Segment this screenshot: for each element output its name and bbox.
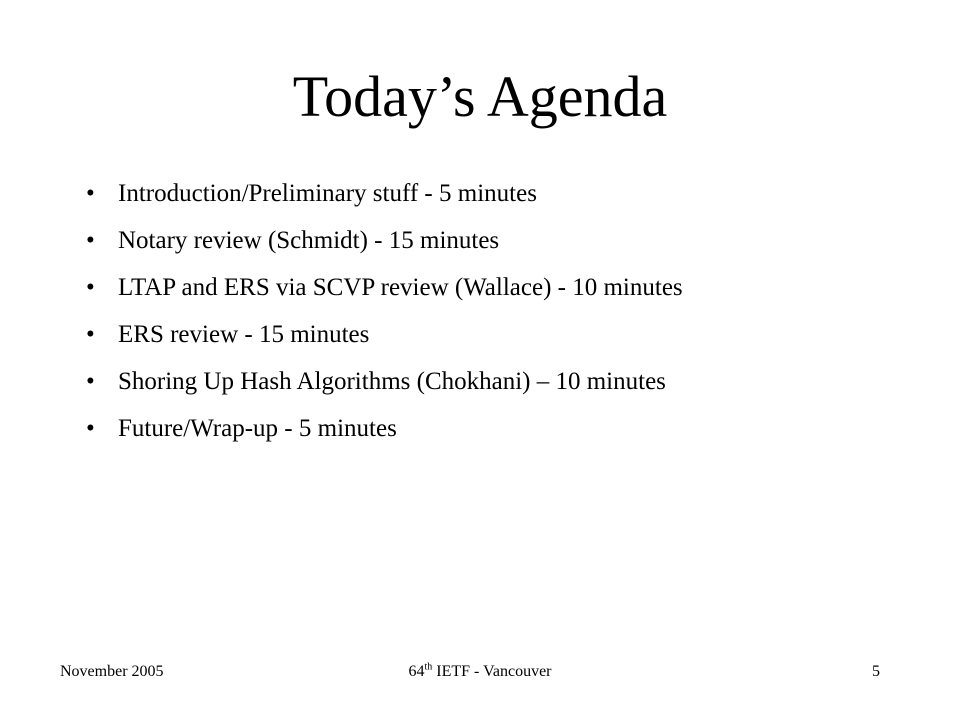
agenda-list bbox=[86, 170, 683, 452]
list-item bbox=[86, 170, 683, 217]
agenda-item-text: Future/Wrap-up - 5 minutes bbox=[118, 415, 397, 442]
bullet-icon: • bbox=[86, 227, 95, 254]
list-item bbox=[86, 264, 683, 311]
agenda-item-text: ERS review - 15 minutes bbox=[118, 321, 370, 348]
agenda-item-text: Introduction/Preliminary stuff - 5 minutes bbox=[118, 180, 537, 207]
list-item bbox=[86, 358, 683, 405]
agenda-item-text: LTAP and ERS via SCVP review (Wallace) - 10 minutes bbox=[118, 274, 683, 301]
bullet-icon: • bbox=[86, 415, 95, 442]
footer-date: November 2005 bbox=[60, 663, 164, 680]
bullet-icon: • bbox=[86, 368, 95, 395]
bullet-icon: • bbox=[86, 321, 95, 348]
footer-event-suffix: th bbox=[424, 661, 433, 673]
list-item bbox=[86, 405, 683, 452]
agenda-item-text: Notary review (Schmidt) - 15 minutes bbox=[118, 227, 500, 254]
footer-event-name: IETF - Vancouver bbox=[432, 663, 552, 680]
footer-event bbox=[0, 662, 960, 682]
bullet-icon: • bbox=[86, 180, 95, 207]
footer-page-number: 5 bbox=[872, 663, 880, 680]
bullet-icon: • bbox=[86, 274, 95, 301]
list-item bbox=[86, 217, 683, 264]
footer-event-number: 64 bbox=[408, 663, 425, 680]
agenda-item-text: Shoring Up Hash Algorithms (Chokhani) – 10 minutes bbox=[118, 368, 666, 395]
slide-title: Today’s Agenda bbox=[292, 64, 668, 129]
list-item bbox=[86, 311, 683, 358]
